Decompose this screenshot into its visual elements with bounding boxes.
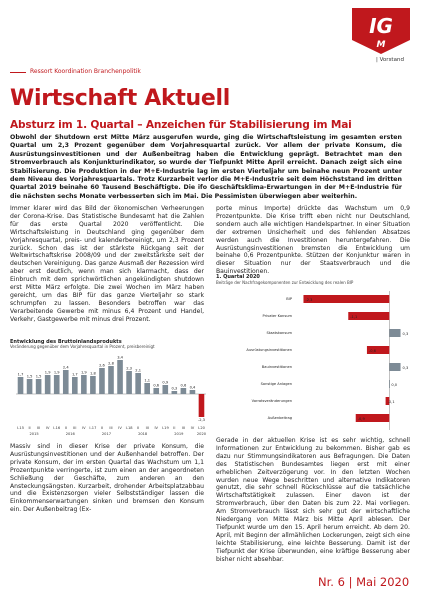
x-tick-label: III [145,426,149,430]
issue-footer [318,575,409,589]
bar [72,377,78,394]
x-tick-label: IV [45,426,50,430]
x-tick-label: II [100,426,104,430]
data-label: 0,3 [402,332,409,336]
data-label: -0,1 [387,400,395,404]
body-column-2-bottom [216,437,410,564]
department-label: Ressort Koordination Branchenpolitik [30,68,141,75]
body-text: Massiv sind in dieser Krise der private Konsum, die Ausrüstungsinvestitionen und der Außenhandel betroffen. Der private Konsum, der im ersten Quartal das Wachstum um 1,1 Prozentpunkte verringerte, ist zum einen an der angeordneten Schließung der Geschäfte, zum anderen an den Ansteckungsängsten. Kurzarbeit, drohender Arbeitsplatzabbau und die Existenzsorgen vieler Selbstständiger lassen die Einkommenserwartungen sinken und bremsen den Konsum ein. Der Außenbeitrag (Ex- [10,443,204,514]
x-tick-label: III [181,426,185,430]
data-label: 2,8 [108,361,114,366]
data-label: 3,4 [117,355,123,360]
x-tick-label: IV [82,426,86,430]
x-tick-label: I-16 [53,426,61,430]
x-tick-label: II [28,426,31,430]
x-tick-label: III [37,426,41,430]
bar [162,385,168,394]
ig-metall-logo [348,6,414,56]
bar [81,375,87,394]
data-label: 1,1 [144,378,151,383]
article-subtitle: Absturz im 1. Quartal – Anzeichen für Stabilisierung im Mai [10,119,352,131]
category-label: Bauinvestitionen [261,365,292,369]
data-label: -0,9 [357,417,365,421]
bar [153,388,159,394]
data-label: 2,6 [99,363,105,368]
x-tick-label: III [73,426,77,430]
x-tick-label: I-18 [125,426,133,430]
lead-paragraph: Obwohl der Shutdown erst Mitte März ausgerufen wurde, ging die Wirtschaftsleistung im gesamten ersten Quartal um 2,3 Prozent gegenüber dem Vorjahresquartal zurück. Vor allem der private Konsum, die Ausrüstungsinvestitionen und der Außenbeitrag haben die Entwicklung geprägt. Betrachtet man den Stromverbrauch als Konjunkturindikator, so wurde der Tiefpunkt Mitte April erreicht. Danach zeigt sich eine Stabilisierung. Die Produktion in der M+E-Industrie lag im ersten Vierteljahr um beinahe neun Prozent unter dem Niveau des Vorjahresquartals. Trotz Kurzarbeit verlor die M+E-Industrie seit dem Höchststand im dritten Quartal 2019 beinahe 60 Tausend Beschäftigte. Die ifo Geschäftsklima-Erwartungen in der M+E-Industrie für die nächsten sechs Monate verbesserten sich im Mai. Die Pessimisten überwiegen aber weiterhin. [10,134,402,200]
data-label: 1,8 [90,371,96,376]
x-tick-label: II [137,426,140,430]
data-label: 0,4 [189,385,196,390]
bar [389,363,400,371]
data-label: 0,0 [391,383,398,387]
bar [108,366,114,394]
category-label: Außenbeitrag [267,416,292,420]
chart-subtitle: Veränderung gegenüber dem Vorjahresquartal in Prozent, preisbereinigt [10,344,155,349]
year-label: 2015 [29,432,39,436]
data-label: -2,3 [197,418,205,422]
svg-text:IG: IG [369,14,393,38]
data-label: 1,7 [17,372,24,377]
data-label: 0,3 [402,366,409,370]
data-label: 2,3 [126,366,132,371]
bar [117,360,123,394]
data-label: 0,3 [171,386,178,391]
issue-number: Nr. 6 [318,575,345,589]
footer-separator: | [348,575,357,589]
bar [18,377,24,394]
data-label: 1,7 [71,372,78,377]
issue-date: Mai 2020 [356,575,410,589]
data-label: 1,5 [26,374,33,379]
body-column-1-bottom [10,443,204,514]
year-label: 2017 [101,432,112,436]
bar [389,329,400,337]
year-label: 2016 [65,432,75,436]
x-tick-label: I-15 [17,426,24,430]
bar [54,375,60,394]
x-tick-label: II [64,426,67,430]
data-label: 2,1 [135,368,142,373]
bar [172,391,178,394]
data-label: -2,3 [305,298,313,302]
x-tick-label: I-19 [161,426,169,430]
bar [126,371,132,394]
year-label: 2018 [138,432,148,436]
data-label: 1,5 [35,374,42,379]
bar [27,379,33,394]
body-column-2-top [216,205,410,276]
gdp-contributions-chart [216,272,414,432]
org-label: | Vorstand [376,57,404,63]
chart-title: Entwicklung des Bruttoinlandsprodukts [10,339,122,345]
body-text: Immer klarer wird das Bild der ökonomischen Verheerungen der Corona-Krise. Das Statistische Bundesamt hat die Zahlen für das erste Quartal 2020 veröffentlicht. Die Wirtschaftsleistung in Deutschland ging gegenüber dem Vorjahresquartal, preis- und kalenderbereinigt, um 2,3 Prozent zurück. Schon das ist der stärkste Rückgang seit der Weltwirtschaftskrise 2008/09 und der zweitstärkste seit der deutschen Vereinigung. Das ganze Ausmaß der Rezession wird aber erst deutlich, wenn man sich klarmacht, dass der Einbruch mit dem sprichwörtlichen angekündigten shutdown erst Mitte März erfolgte. Die zwei Wochen im März haben gereicht, um das BIP für das ganze Vierteljahr so stark schrumpfen zu lassen. Besonders betroffen war das Verarbeitende Gewerbe mit minus 6,4 Prozent und Handel, Verkehr, Gastgewerbe mit minus drei Prozent. [10,205,204,323]
bar [90,376,96,394]
category-label: Vorratsveränderungen [251,399,292,403]
x-tick-label: I-20 [198,426,205,430]
data-label: 0,6 [153,383,160,388]
data-label: 1,9 [80,370,87,375]
bar [303,295,389,303]
chart-subtitle: Beiträge der Nachfragekomponenten zur Entwicklung des realen BIP [216,280,354,285]
category-label: Staatskonsum [266,331,292,335]
bar [190,390,196,394]
data-label: 1,9 [53,370,60,375]
bar [36,379,42,394]
gdp-bar-chart [10,338,208,440]
svg-text:M: M [376,40,386,50]
chart-title: 1. Quartal 2020 [216,274,260,280]
data-label: 0,9 [162,380,169,385]
category-label: Ausrüstungsinvestitionen [246,348,292,352]
department-line [10,72,26,73]
category-label: Sonstige Anlagen [260,382,292,386]
bar [63,370,69,394]
x-tick-label: IV [154,426,159,430]
data-label: 2,4 [62,365,69,370]
bar [45,375,51,394]
x-tick-label: IV [190,426,195,430]
category-label: BIP [286,297,292,301]
data-label: 0,6 [180,383,187,388]
bar [181,388,187,394]
year-label: 2019 [174,432,184,436]
data-label: -0,6 [368,349,376,353]
data-label: -1,1 [350,315,358,319]
bar [99,368,105,394]
bar [199,394,205,417]
category-label: Privater Konsum [262,314,292,318]
year-label: 2020 [196,432,207,436]
body-text: Gerade in der aktuellen Krise ist es sehr wichtig, schnell Informationen zur Entwicklung zu bekommen. Bisher gab es dazu nur Stimmungsindikatoren aus Befragungen. Die Daten des Statistischen Bundesamtes liegen erst mit einer erheblichen Zeitverzögerung vor. In den letzten Wochen wurden neue Wege beschritten und alternative Indikatoren genutzt, die sehr schnell Rückschlüsse auf die tatsächliche Wirtschaftstätigkeit zulassen. Einer davon ist der Stromverbrauch, über den Daten bis zum 22. Mai vorliegen. Am Stromverbrauch lässt sich sehr gut der wirtschaftliche Niedergang von Mitte März bis Mitte April ablesen. Der Tiefpunkt wurde um den 15. April herum erreicht. Ab dem 20. April, mit Beginn der allmählichen Lockerungen, zeigt sich eine leichte Stabilisierung, eine leichte Besserung. Damit ist der Tiefpunkt der Krise überwunden, eine kräftige Besserung aber bisher nicht absehbar. [216,437,410,563]
body-text: porte minus Importe) drückte das Wachstum um 0,9 Prozentpunkte. Die Krise trifft eben nicht nur Deutschland, sondern auch alle wichtigen Handelspartner. In einer Situation der extremen Unsicherheit und des fehlenden Absatzes werden auch die Investitionen heruntergefahren. Die Ausrüstungsinvestitionen bremsten die Entwicklung um beinahe 0,6 Prozentpunkte. Stützen der Konjunktur waren in dieser Situation nur der Staatsverbrauch und die Bauinvestitionen. [216,205,410,276]
x-tick-label: II [173,426,176,430]
data-label: 1,9 [44,370,51,375]
bar [144,383,150,394]
bar [135,373,141,394]
x-tick-label: III [109,426,113,430]
x-tick-label: I-17 [89,426,97,430]
x-tick-label: IV [118,426,122,430]
body-column-1-top [10,205,204,324]
bar [389,380,390,388]
page-title: Wirtschaft Aktuell [10,86,231,111]
